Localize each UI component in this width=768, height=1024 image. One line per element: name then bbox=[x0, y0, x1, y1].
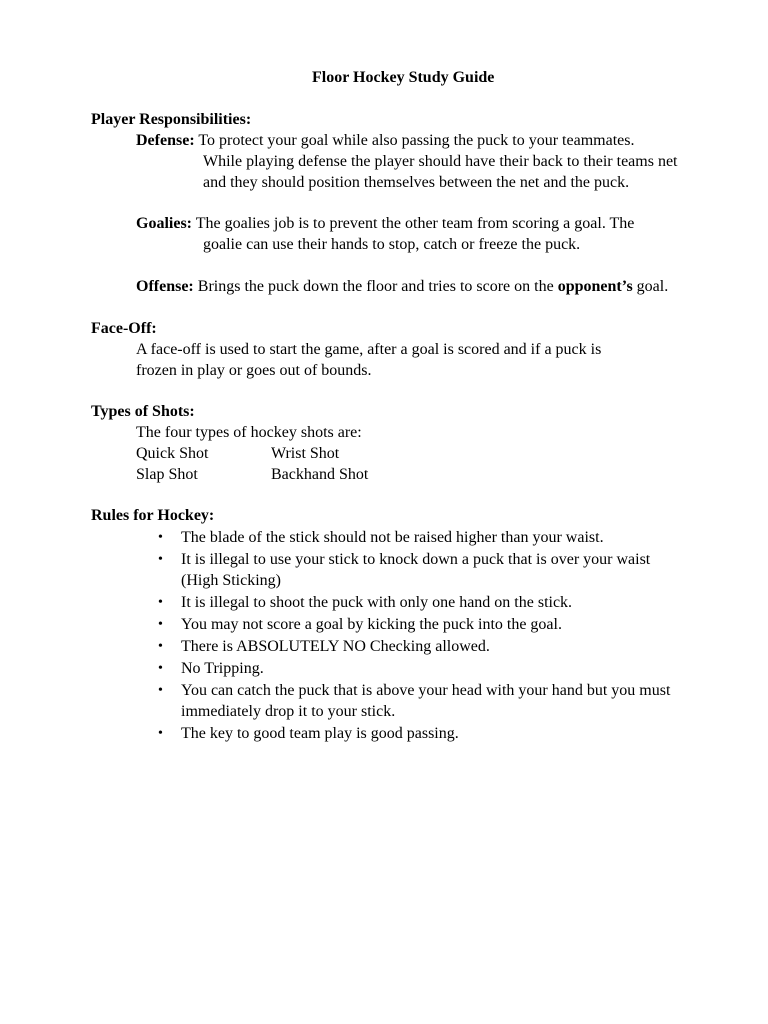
bullet-icon: • bbox=[158, 726, 163, 741]
shots-heading: Types of Shots: bbox=[91, 403, 195, 420]
bullet-icon: • bbox=[158, 683, 163, 698]
page-title: Floor Hockey Study Guide bbox=[312, 69, 495, 86]
shot-backhand: Backhand Shot bbox=[271, 466, 369, 483]
rule-item: You can catch the puck that is above your head with your hand but you must bbox=[181, 682, 671, 699]
bullet-icon: • bbox=[158, 552, 163, 567]
offense-text-b: goal. bbox=[632, 278, 669, 295]
player-responsibilities-heading: Player Responsibilities: bbox=[91, 111, 252, 128]
offense-line bbox=[136, 277, 668, 297]
faceoff-line-2: frozen in play or goes out of bounds. bbox=[136, 362, 372, 379]
rules-heading: Rules for Hockey: bbox=[91, 507, 215, 524]
rule-item: The blade of the stick should not be raised higher than your waist. bbox=[181, 529, 604, 546]
bullet-icon: • bbox=[158, 617, 163, 632]
shot-slap: Slap Shot bbox=[136, 466, 198, 483]
offense-label: Offense: bbox=[136, 278, 194, 295]
rule-item: You may not score a goal by kicking the puck into the goal. bbox=[181, 616, 562, 633]
goalies-line-1 bbox=[136, 214, 634, 234]
defense-text-1: To protect your goal while also passing the puck to your teammates. bbox=[194, 132, 635, 149]
shot-wrist: Wrist Shot bbox=[271, 445, 340, 462]
goalies-label: Goalies: bbox=[136, 215, 192, 232]
faceoff-heading: Face-Off: bbox=[91, 320, 157, 337]
rule-item: It is illegal to use your stick to knock down a puck that is over your waist bbox=[181, 551, 651, 568]
bullet-icon: • bbox=[158, 530, 163, 545]
bullet-icon: • bbox=[158, 639, 163, 654]
rule-item: There is ABSOLUTELY NO Checking allowed. bbox=[181, 638, 490, 655]
offense-bold-word: opponent’s bbox=[557, 278, 633, 295]
rule-item: It is illegal to shoot the puck with only one hand on the stick. bbox=[181, 594, 573, 611]
defense-line-2: While playing defense the player should have their back to their teams net bbox=[203, 153, 678, 170]
defense-line-1 bbox=[136, 131, 634, 151]
rule-item-continuation: immediately drop it to your stick. bbox=[181, 703, 396, 720]
shot-quick: Quick Shot bbox=[136, 445, 209, 462]
bullet-icon: • bbox=[158, 661, 163, 676]
goalies-line-2: goalie can use their hands to stop, catch or freeze the puck. bbox=[203, 236, 581, 253]
defense-line-3: and they should position themselves between the net and the puck. bbox=[203, 174, 630, 191]
defense-label: Defense: bbox=[136, 132, 195, 149]
offense-text-a: Brings the puck down the floor and tries to score on the bbox=[193, 278, 558, 295]
rule-item: The key to good team play is good passing. bbox=[181, 725, 459, 742]
rule-item-continuation: (High Sticking) bbox=[181, 572, 281, 589]
rule-item: No Tripping. bbox=[181, 660, 264, 677]
bullet-icon: • bbox=[158, 595, 163, 610]
goalies-text-1: The goalies job is to prevent the other team from scoring a goal. The bbox=[192, 215, 635, 232]
shots-intro: The four types of hockey shots are: bbox=[136, 424, 362, 441]
faceoff-line-1: A face-off is used to start the game, after a goal is scored and if a puck is bbox=[136, 341, 602, 358]
